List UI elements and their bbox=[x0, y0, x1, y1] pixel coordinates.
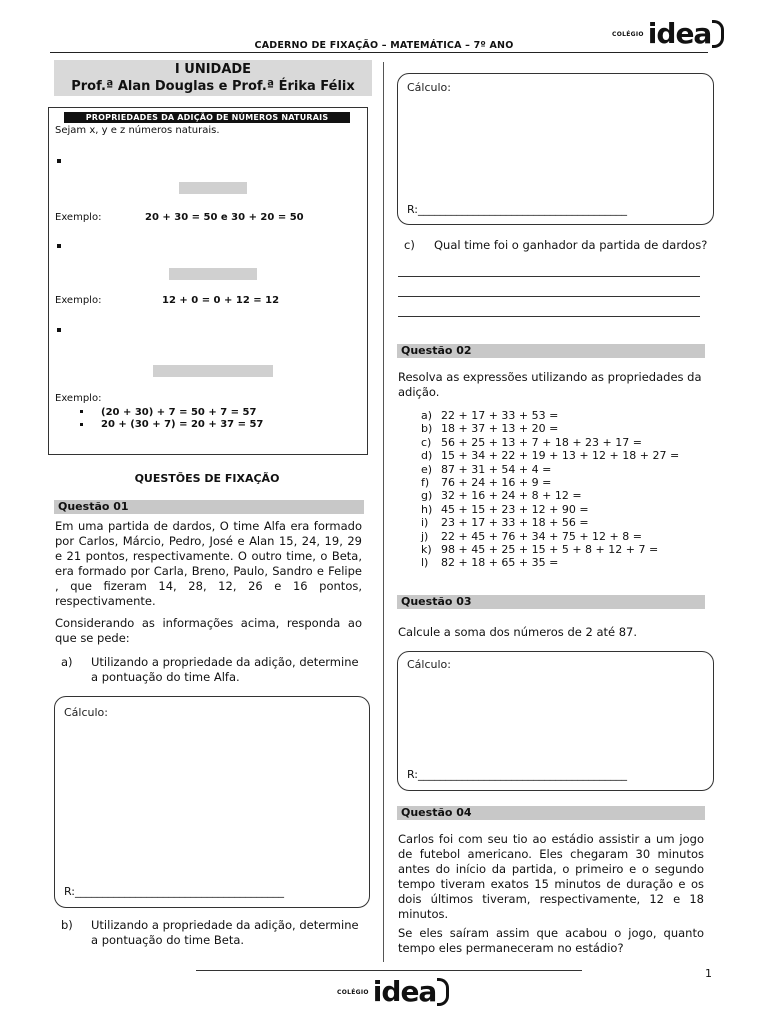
blank-field bbox=[169, 268, 257, 280]
fixation-title: QUESTÕES DE FIXAÇÃO bbox=[134, 472, 280, 485]
list-item: c) 56 + 25 + 13 + 7 + 18 + 23 + 17 = bbox=[421, 435, 642, 449]
column-divider bbox=[383, 62, 384, 962]
teachers-line: Prof.ª Alan Douglas e Prof.ª Érika Félix bbox=[71, 79, 355, 94]
q4-text2: Se eles saíram assim que acabou o jogo, quanto tempo eles permaneceram no estádio? bbox=[398, 926, 704, 955]
q1-text: Em uma partida de dardos, O time Alfa era formado por Carlos, Márcio, Pedro, José e Alan 15, 24, 19, 29 e 21 pontos, respectivamente. O outro time, o Beta, era formado por Carla, Breno, Paulo, Sandro e Felipe , que fizeram 14, 28, 12, 26 e 16 pontos, respectivamente. bbox=[55, 519, 362, 608]
document-header-title: CADERNO DE FIXAÇÃO – MATEMÁTICA – 7º ANO bbox=[254, 40, 514, 51]
answer-line bbox=[398, 296, 700, 297]
bullet bbox=[80, 423, 83, 426]
example-identity: 12 + 0 = 0 + 12 = 12 bbox=[162, 295, 280, 306]
q1-a-text: Utilizando a propriedade da adição, determine a pontuação do time Alfa. bbox=[91, 655, 359, 684]
list-item: a) 22 + 17 + 33 + 53 = bbox=[421, 409, 559, 422]
list-item: j) 22 + 45 + 76 + 34 + 75 + 12 + 8 = bbox=[421, 529, 642, 543]
properties-intro: Sejam x, y e z números naturais. bbox=[55, 125, 220, 136]
q4-title: Questão 04 bbox=[397, 806, 705, 820]
q1-c-text: Qual time foi o ganhador da partida de dardos? bbox=[434, 238, 708, 252]
unit-title-box bbox=[54, 60, 372, 96]
properties-heading: PROPRIEDADES DA ADIÇÃO DE NÚMEROS NATURAIS bbox=[64, 112, 350, 123]
q4-text: Carlos foi com seu tio ao estádio assistir a um jogo de futebol americano. Eles chegaram 30 minutos antes do início da partida, o primeiro e o segundo tempo tiveram exatos 15 minutos de duração e os dois últimos tiveram, respectivamente, 12 e 18 minutos. bbox=[398, 832, 704, 921]
q2-title: Questão 02 bbox=[397, 344, 705, 358]
example-associative-a: (20 + 30) + 7 = 50 + 7 = 57 bbox=[101, 407, 257, 418]
header-rule bbox=[50, 52, 708, 53]
q2-text: Resolva as expressões utilizando as propriedades da adição. bbox=[398, 370, 702, 399]
answer-line: R:______________________________________ bbox=[64, 885, 285, 898]
example-commutative: 20 + 30 = 50 e 30 + 20 = 50 bbox=[145, 212, 304, 223]
school-logo: COLÉGIO idea bbox=[612, 20, 724, 48]
answer-line bbox=[398, 316, 700, 317]
calc-box-a[interactable] bbox=[54, 696, 370, 908]
bullet bbox=[80, 410, 83, 413]
example-label: Exemplo: bbox=[55, 393, 102, 404]
q1-text2: Considerando as informações acima, responda ao que se pede: bbox=[55, 616, 362, 645]
q3-title: Questão 03 bbox=[397, 595, 705, 609]
list-item: g) 32 + 16 + 24 + 8 + 12 = bbox=[421, 489, 582, 503]
list-item: k) 98 + 45 + 25 + 15 + 5 + 8 + 12 + 7 = bbox=[421, 542, 659, 556]
example-label: Exemplo: bbox=[55, 212, 102, 223]
list-item: h) 45 + 15 + 23 + 12 + 90 = bbox=[421, 502, 589, 516]
answer-line: R:______________________________________ bbox=[407, 203, 628, 216]
list-item: e) 87 + 31 + 54 + 4 = bbox=[421, 462, 552, 476]
list-item: b) 18 + 37 + 13 + 20 = bbox=[421, 422, 559, 436]
calc-label: Cálculo: bbox=[407, 658, 451, 671]
q2-list bbox=[421, 409, 711, 570]
answer-line: R:______________________________________ bbox=[407, 768, 628, 781]
q1-b-label: b) bbox=[61, 918, 73, 932]
q1-b-text: Utilizando a propriedade da adição, determine a pontuação do time Beta. bbox=[91, 918, 359, 947]
unit-title: I UNIDADE bbox=[174, 62, 252, 77]
blank-field bbox=[153, 365, 273, 377]
bullet bbox=[57, 328, 61, 332]
bullet bbox=[57, 159, 61, 163]
page-number: 1 bbox=[705, 967, 712, 980]
q1-a-label: a) bbox=[61, 655, 73, 669]
q1-title: Questão 01 bbox=[54, 500, 364, 514]
example-associative-b: 20 + (30 + 7) = 20 + 37 = 57 bbox=[101, 419, 264, 430]
calc-label: Cálculo: bbox=[64, 706, 108, 719]
q1-c-label: c) bbox=[404, 238, 415, 252]
answer-line bbox=[398, 276, 700, 277]
list-item: l) 82 + 18 + 65 + 35 = bbox=[421, 556, 559, 570]
list-item: f) 76 + 24 + 16 + 9 = bbox=[421, 475, 552, 489]
q3-text: Calcule a soma dos números de 2 até 87. bbox=[398, 625, 638, 639]
footer-rule bbox=[196, 970, 582, 971]
footer-logo: COLÉGIO idea bbox=[337, 978, 449, 1006]
calc-label: Cálculo: bbox=[407, 81, 451, 94]
list-item: i) 23 + 17 + 33 + 18 + 56 = bbox=[421, 516, 589, 530]
blank-field bbox=[179, 182, 247, 194]
example-label: Exemplo: bbox=[55, 295, 102, 306]
bullet bbox=[57, 244, 61, 248]
list-item: d) 15 + 34 + 22 + 19 + 13 + 12 + 18 + 27 = bbox=[421, 449, 680, 463]
